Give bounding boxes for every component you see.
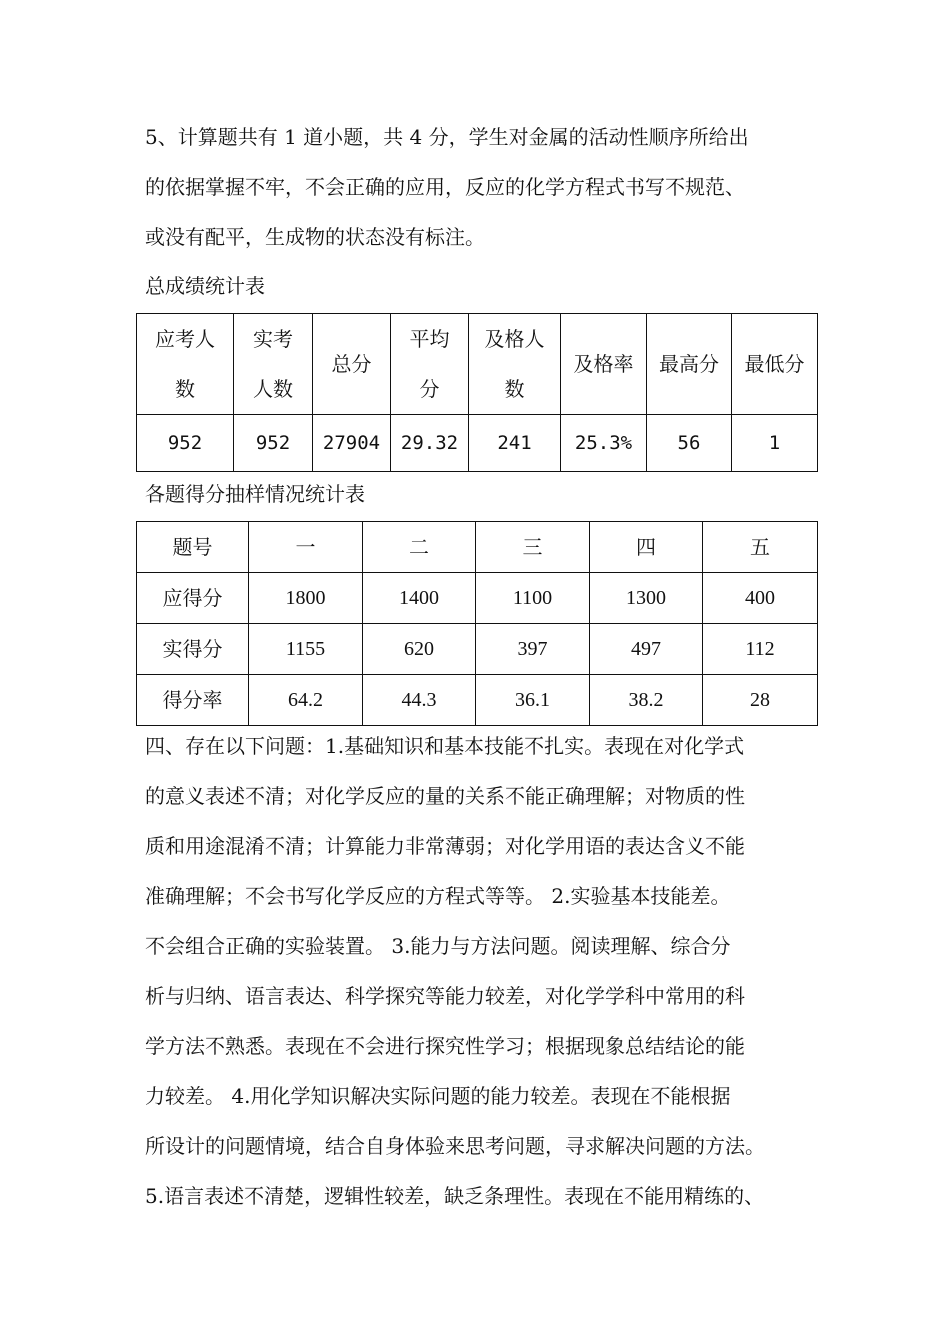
header-cell-average: 平均 分 (391, 314, 469, 415)
table-cell: 112 (703, 624, 818, 675)
table-cell: 28 (703, 675, 818, 726)
table-row (137, 675, 818, 726)
text-line: 力较差。 4.用化学知识解决实际问题的能力较差。表现在不能根据 (145, 1084, 731, 1108)
header-cell: 一 (249, 522, 363, 573)
table-cell: 36.1 (476, 675, 590, 726)
text-line: 所设计的问题情境，结合自身体验来思考问题，寻求解决问题的方法。 (145, 1134, 765, 1158)
header-cell-actual: 实考 人数 (234, 314, 313, 415)
table-cell: 29.32 (391, 415, 469, 472)
table-header-row (137, 522, 818, 573)
text-line: 5.语言表述不清楚，逻辑性较差，缺乏条理性。表现在不能用精练的、 (145, 1184, 765, 1208)
table-cell: 44.3 (363, 675, 476, 726)
header-cell-total: 总分 (313, 314, 391, 415)
header-cell: 四 (590, 522, 703, 573)
total-score-table (136, 313, 818, 472)
table-cell: 952 (137, 415, 234, 472)
header-cell-min: 最低分 (732, 314, 818, 415)
table-row (137, 624, 818, 675)
table1-caption: 总成绩统计表 (145, 274, 265, 298)
header-cell: 三 (476, 522, 590, 573)
header-cell: 题号 (137, 522, 249, 573)
table2-caption: 各题得分抽样情况统计表 (145, 482, 365, 506)
header-cell-max: 最高分 (647, 314, 732, 415)
table-cell: 38.2 (590, 675, 703, 726)
table-cell: 397 (476, 624, 590, 675)
table-cell: 497 (590, 624, 703, 675)
row-label: 实得分 (137, 624, 249, 675)
text-line: 的意义表述不清；对化学反应的量的关系不能正确理解；对物质的性 (145, 784, 745, 808)
text-line: 不会组合正确的实验装置。 3.能力与方法问题。阅读理解、综合分 (145, 934, 731, 958)
text-line: 的依据掌握不牢，不会正确的应用，反应的化学方程式书写不规范、 (145, 175, 745, 199)
header-cell-passed: 及格人 数 (469, 314, 561, 415)
text-line: 准确理解；不会书写化学反应的方程式等等。 2.实验基本技能差。 (145, 884, 731, 908)
table-cell: 620 (363, 624, 476, 675)
text-line: 析与归纳、语言表达、科学探究等能力较差，对化学学科中常用的科 (145, 984, 745, 1008)
text-line: 学方法不熟悉。表现在不会进行探究性学习；根据现象总结结论的能 (145, 1034, 745, 1058)
row-label: 应得分 (137, 573, 249, 624)
table-cell: 1 (732, 415, 818, 472)
question-score-table (136, 521, 818, 726)
table-cell: 400 (703, 573, 818, 624)
text-line: 5、计算题共有 1 道小题，共 4 分，学生对金属的活动性顺序所给出 (145, 125, 749, 149)
table-cell: 1800 (249, 573, 363, 624)
table-cell: 27904 (313, 415, 391, 472)
row-label: 得分率 (137, 675, 249, 726)
table-cell: 64.2 (249, 675, 363, 726)
table-cell: 1100 (476, 573, 590, 624)
table-cell: 1300 (590, 573, 703, 624)
table-row (137, 415, 818, 472)
table-cell: 56 (647, 415, 732, 472)
table-cell: 1400 (363, 573, 476, 624)
header-cell: 二 (363, 522, 476, 573)
text-line: 质和用途混淆不清；计算能力非常薄弱；对化学用语的表达含义不能 (145, 834, 745, 858)
text-line: 四、存在以下问题：1.基础知识和基本技能不扎实。表现在对化学式 (145, 734, 745, 758)
header-cell-candidates: 应考人 数 (137, 314, 234, 415)
header-cell: 五 (703, 522, 818, 573)
table-cell: 1155 (249, 624, 363, 675)
table-cell: 241 (469, 415, 561, 472)
table-row (137, 573, 818, 624)
header-cell-pass-rate: 及格率 (561, 314, 647, 415)
table-cell: 25.3% (561, 415, 647, 472)
text-line: 或没有配平，生成物的状态没有标注。 (145, 225, 485, 249)
table-header-row (137, 314, 818, 415)
table-cell: 952 (234, 415, 313, 472)
